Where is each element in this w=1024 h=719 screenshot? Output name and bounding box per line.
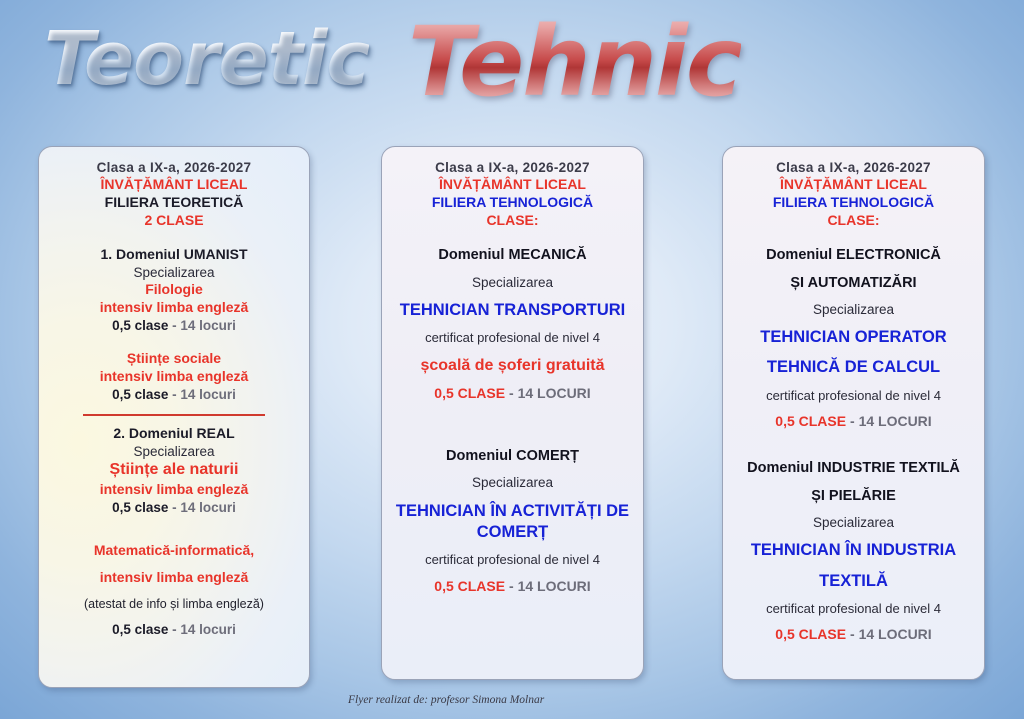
teoretic-spec-4-name: Matematică-informatică, xyxy=(93,542,255,559)
electronica-seats-2: 0,5 CLASE - 14 LOCURI xyxy=(775,626,932,643)
card-electronica-textila xyxy=(722,146,985,680)
electronica-level: ÎNVĂȚĂMÂNT LICEAL xyxy=(780,176,927,193)
teoretic-level: ÎNVĂȚĂMÂNT LICEAL xyxy=(100,176,248,193)
electronica-seats-1: 0,5 CLASE - 14 LOCURI xyxy=(775,413,932,430)
electronica-spec-1-name-line2: TEHNICĂ DE CALCUL xyxy=(766,358,941,377)
teoretic-spec-2-name: Științe sociale xyxy=(126,350,222,367)
mecanica-classes: CLASE: xyxy=(486,212,539,229)
mecanica-spec-label-2: Specializarea xyxy=(471,475,554,491)
mecanica-spec-label-1: Specializarea xyxy=(471,274,554,290)
teoretic-filiera: FILIERA TEORETICĂ xyxy=(104,194,244,211)
mecanica-level: ÎNVĂȚĂMÂNT LICEAL xyxy=(439,176,586,193)
teoretic-spec-label-2: Specializarea xyxy=(133,444,215,460)
mecanica-spec-2-name-line2: COMERȚ xyxy=(476,522,549,541)
mecanica-domain-1: Domeniul MECANICĂ xyxy=(438,246,587,263)
electronica-domain-2-line1: Domeniul INDUSTRIE TEXTILĂ xyxy=(747,460,960,477)
card-teoretic xyxy=(38,146,310,688)
electronica-domain-1-line1: Domeniul ELECTRONICĂ xyxy=(766,246,941,263)
mecanica-filiera: FILIERA TEHNOLOGICĂ xyxy=(431,194,594,211)
teoretic-spec-3-name: Științe ale naturii xyxy=(109,461,239,479)
mecanica-bonus-1: școală de șoferi gratuită xyxy=(420,356,605,374)
heading-tehnic: Tehnic xyxy=(408,6,741,118)
teoretic-spec-4-sub: intensiv limba engleză xyxy=(99,569,249,586)
card-mecanica-comert xyxy=(381,146,644,680)
teoretic-spec-3-sub: intensiv limba engleză xyxy=(99,480,249,497)
electronica-spec-1-name-line1: TEHNICIAN OPERATOR xyxy=(760,328,947,347)
electronica-domain-2-line2: ȘI PIELĂRIE xyxy=(811,487,896,504)
electronica-spec-label-1: Specializarea xyxy=(812,302,895,318)
electronica-filiera: FILIERA TEHNOLOGICĂ xyxy=(772,194,935,211)
teoretic-spec-2-seats: 0,5 clase - 14 locuri xyxy=(112,387,236,403)
mecanica-spec-2-name-line1: TEHNICIAN ÎN ACTIVITĂȚI DE xyxy=(395,501,630,520)
teoretic-spec-4-note: (atestat de info și limba engleză) xyxy=(84,596,264,611)
teoretic-spec-1-sub: intensiv limba engleză xyxy=(99,299,249,316)
mecanica-cert-1: certificat profesional de nivel 4 xyxy=(425,329,600,345)
teoretic-spec-1-seats: 0,5 clase - 14 locuri xyxy=(112,317,236,333)
electronica-spec-label-2: Specializarea xyxy=(812,515,895,531)
flyer-credit: Flyer realizat de: profesor Simona Molnar xyxy=(348,694,545,706)
electronica-cert-1: certificat profesional de nivel 4 xyxy=(766,387,941,403)
teoretic-spec-2-sub: intensiv limba engleză xyxy=(99,368,249,385)
teoretic-domain-2: 2. Domeniul REAL xyxy=(113,425,235,442)
mecanica-spec-1-name: TEHNICIAN TRANSPORTURI xyxy=(399,300,626,319)
teoretic-divider xyxy=(83,414,265,416)
electronica-spec-2-name-line2: TEXTILĂ xyxy=(819,571,888,590)
mecanica-cert-2: certificat profesional de nivel 4 xyxy=(425,551,600,567)
electronica-domain-1-line2: ȘI AUTOMATIZĂRI xyxy=(790,274,917,291)
teoretic-spec-3-seats: 0,5 clase - 14 locuri xyxy=(112,499,236,515)
electronica-cert-2: certificat profesional de nivel 4 xyxy=(766,600,941,616)
teoretic-spec-4-seats: 0,5 clase - 14 locuri xyxy=(112,621,236,637)
teoretic-domain-1: 1. Domeniul UMANIST xyxy=(100,245,248,262)
mecanica-seats-2: 0,5 CLASE - 14 LOCURI xyxy=(434,577,591,594)
electronica-class-year: Clasa a IX-a, 2026-2027 xyxy=(776,160,931,175)
heading-teoretic: Teoretic xyxy=(44,16,370,102)
teoretic-spec-1-name: Filologie xyxy=(145,281,203,298)
teoretic-spec-label-1: Specializarea xyxy=(133,264,215,280)
mecanica-domain-2: Domeniul COMERȚ xyxy=(446,447,579,464)
electronica-spec-2-name-line1: TEHNICIAN ÎN INDUSTRIA xyxy=(750,541,957,560)
mecanica-seats-1: 0,5 CLASE - 14 LOCURI xyxy=(434,385,591,401)
mecanica-class-year: Clasa a IX-a, 2026-2027 xyxy=(435,160,590,175)
teoretic-class-year: Clasa a IX-a, 2026-2027 xyxy=(96,160,252,175)
headings-banner xyxy=(0,0,1024,130)
electronica-classes: CLASE: xyxy=(827,212,880,229)
teoretic-classes: 2 CLASE xyxy=(144,212,204,229)
